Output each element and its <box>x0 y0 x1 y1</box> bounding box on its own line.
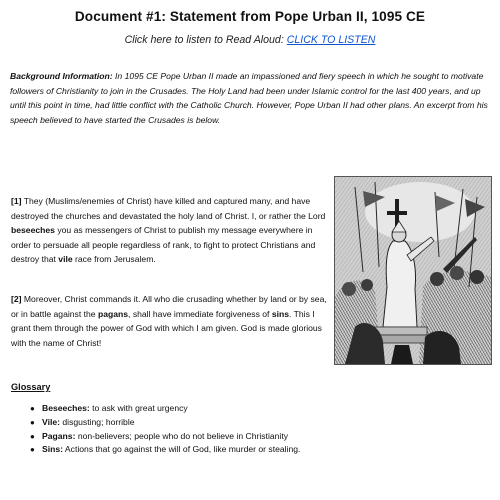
glossary-item-beseeches <box>30 402 300 416</box>
paragraph-number: [1] <box>11 196 22 206</box>
listen-prompt: Click here to listen to Read Aloud: <box>124 34 287 46</box>
glossary-term: Vile: <box>42 416 60 427</box>
glossary-definition: to ask with great urgency <box>89 403 188 413</box>
excerpt-text: Moreover, Christ commands it. All who die crusading whether by land or by sea, or in battle against the <box>11 294 327 319</box>
document-title: Document #1: Statement from Pope Urban II, 1095 CE <box>74 9 426 24</box>
excerpt-text: They (Muslims/enemies of Christ) have killed and captured many, and have destroyed the churches and devastated the holy land of Christ. I, or rather the Lord <box>11 196 326 221</box>
glossary-item-pagans <box>30 430 300 444</box>
bullet-icon: ● <box>30 404 35 413</box>
excerpt-text: race from Jerusalem. <box>72 254 156 265</box>
background-text: In 1095 CE Pope Urban II made an impassioned and fiery speech in which he sought to motivate followers of Christianity to join in the Crusades. The Holy Land had been under Islamic control for the last 400 years, and up until this point in time, had little conflict with the Catholic Church. However, Pope Urban II had other plans. An excerpt from his speech believed to have started the Crusades is below. <box>10 71 488 125</box>
vocab-vile: vile <box>58 254 73 265</box>
background-information <box>10 69 488 127</box>
glossary-term: Sins: <box>42 444 64 455</box>
bullet-icon: ● <box>30 417 35 427</box>
glossary-definition: disgusting; horrible <box>60 416 135 427</box>
excerpt-paragraph-1 <box>11 194 329 267</box>
excerpt-text: , shall have immediate forgiveness of <box>128 308 272 319</box>
bullet-icon: ● <box>30 445 35 455</box>
glossary-title: Glossary <box>11 382 51 392</box>
pope-preaching-illustration <box>334 176 492 365</box>
background-label: Background Information: <box>10 71 113 81</box>
glossary-term: Pagans: <box>42 430 76 441</box>
excerpt-text: you as messengers of Christ to publish my message everywhere in order to persuade all people regardless of rank, to fight to protect Christians and destroy that <box>11 225 316 265</box>
vocab-sins: sins <box>271 308 290 319</box>
glossary-definition: Actions that go against the will of God, like murder or stealing. <box>63 444 301 455</box>
bullet-icon: ● <box>30 431 35 441</box>
excerpt-paragraph-2 <box>11 292 329 350</box>
vocab-pagans: pagans <box>97 308 129 319</box>
glossary-definition: non-believers; people who do not believe in Christianity <box>75 430 289 441</box>
paragraph-number: [2] <box>11 294 22 304</box>
listen-link[interactable]: CLICK TO LISTEN <box>286 34 376 46</box>
glossary-list <box>30 402 300 457</box>
glossary-term: Beseeches: <box>42 403 90 413</box>
listen-line <box>0 34 500 46</box>
excerpt-text: . This I grant them through the power of God with which I am given. God is made glorious with the name of Christ! <box>11 308 322 348</box>
glossary-item-sins <box>30 443 300 457</box>
vocab-beseeches: beseeches <box>11 225 55 236</box>
glossary-item-vile <box>30 416 300 430</box>
